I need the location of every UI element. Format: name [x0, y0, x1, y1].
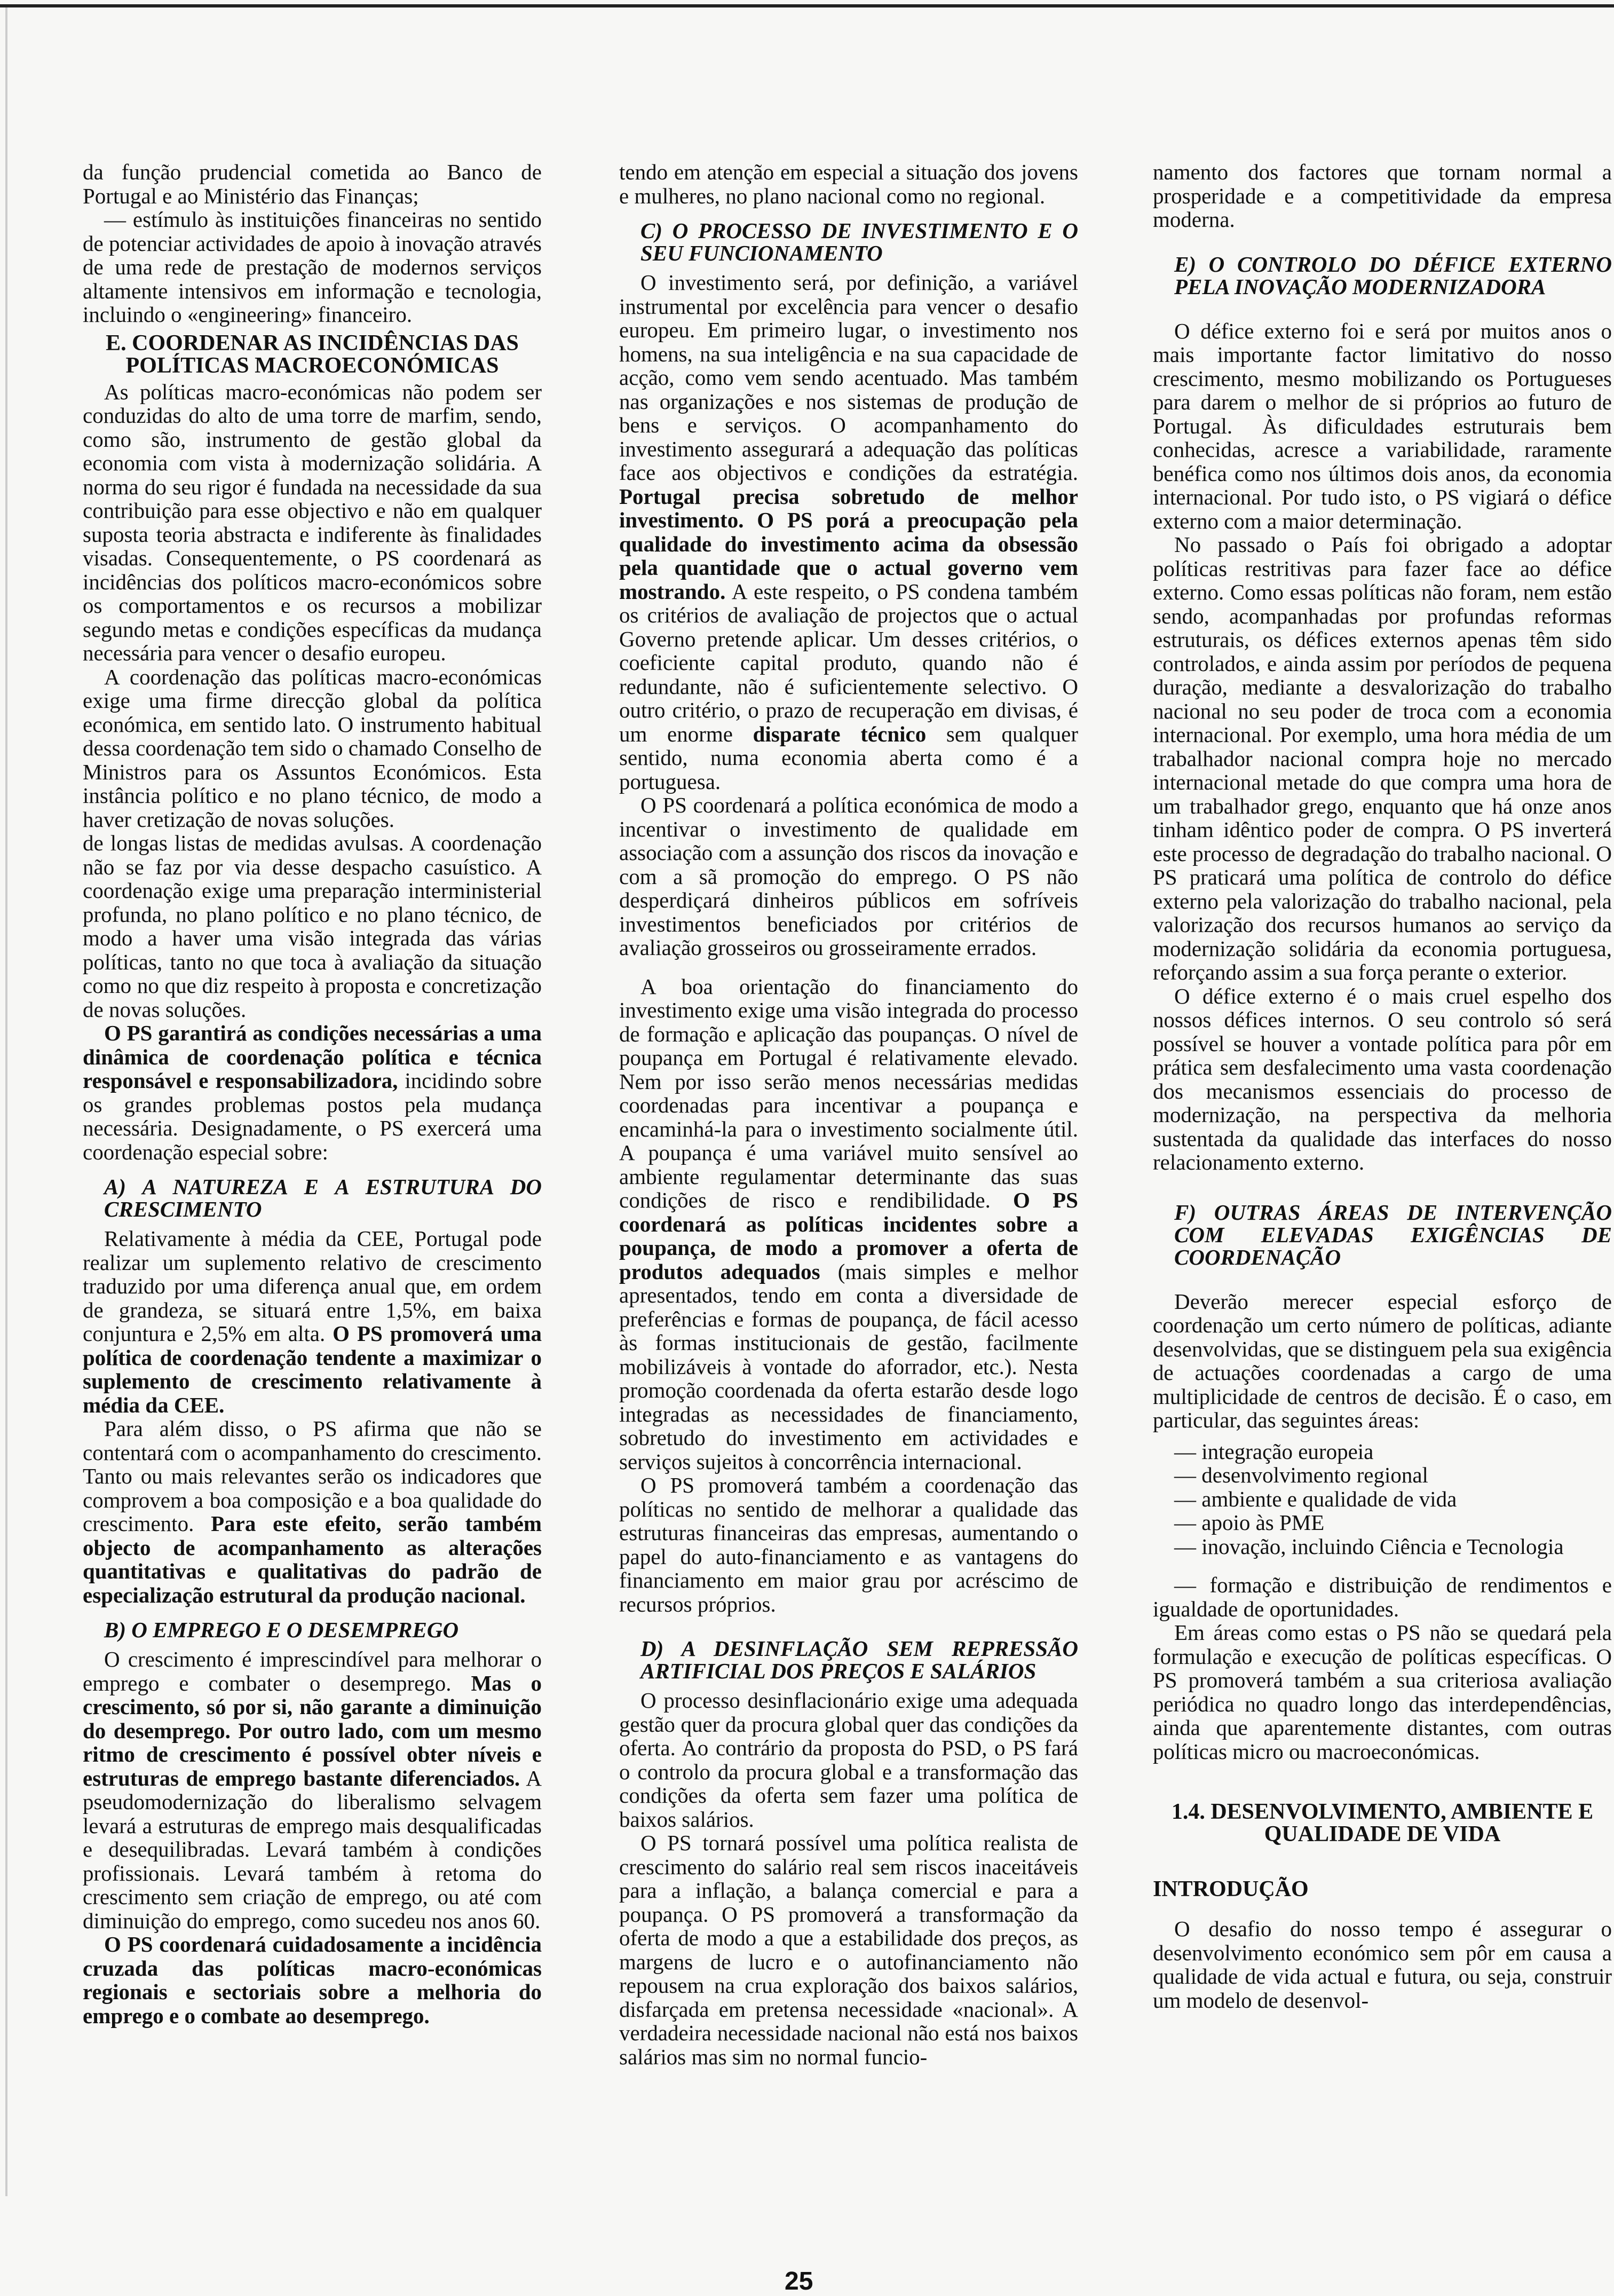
paragraph: tendo em atenção em especial a situação dos jovens e mulheres, no plano nacional como no regional. [619, 160, 1078, 208]
subheading-e: E) O CONTROLO DO DÉFICE EXTERNO PELA INOVAÇÃO MODERNIZADORA [1174, 251, 1612, 299]
paragraph: O desafio do nosso tempo é assegurar o desenvolvimento económico sem pôr em causa a qualidade de vida actual e futura, ou seja, construir um modelo de desenvol- [1153, 1916, 1612, 2013]
paragraph: — formação e distribuição de rendimentos e igualdade de oportunidades. [1153, 1573, 1612, 1621]
paragraph: O défice externo foi e será por muitos anos o mais importante factor limitativo do nosso crescimento, mesmo mobilizando os Portugueses para darem o melhor de si próprios ao futuro de Portugal. Às dificuldades estruturais bem conhecidas, acresce a variabilidade, raramente benéfica como nos últimos dois anos, da economia internacional. Por tudo isto, o PS vigiará o défice externo com a maior determinação. [1153, 318, 1612, 533]
areas-list [1174, 1440, 1612, 1559]
text: A pseudomodernização do liberalismo selvagem levará a estruturas de emprego mais desqualificadas e desequilibradas. Levará também à condições profissionais. Levará também à retoma do crescimento sem criação de emprego, ou até com diminuição do emprego, como sucedeu nos anos 60. [83, 1765, 542, 1933]
bold-text: O PS garantirá as condições necessárias a uma dinâmica de coordenação política e técnica responsável e responsabilizadora, [83, 1021, 542, 1093]
subheading-b: B) O EMPREGO E O DESEMPREGO [104, 1618, 459, 1642]
text: (mais simples e melhor apresentados, tendo em conta a diversidade de preferências e formas de poupança, de fácil acesso às formas institucionais de gestão, facilmente mobilizáveis à vontade do aforrador, etc.). Nesta promoção coordenada da oferta estarão desde logo integradas as necessidades de financiamento, sobretudo do investimento em actividades e serviços sujeitos à concorrência internacional. [619, 1259, 1078, 1474]
paragraph: Em áreas como estas o PS não se quedará pela formulação e execução de políticas específicas. O PS promoverá também a sua criteriosa avaliação periódica no quadro longo das interdependências, ainda que aparentemente distantes, com outras políticas micro ou macroeconómicas. [1153, 1620, 1612, 1764]
bold-text: Portugal precisa sobretudo de melhor investimento. O PS porá a preocupação pela qualidade do investimento acima da obsessão pela quantidade que o actual governo vem mostrando. [619, 484, 1078, 604]
bold-text: O PS promoverá uma política de coordenação tendente a maximizar o suplemento de crescimento relativamente à média da CEE. [83, 1321, 542, 1417]
section-heading-e: E. COORDENAR AS INCIDÊNCIAS DAS POLÍTICAS MACROECONÓMICAS [106, 330, 519, 378]
paragraph: As políticas macro-económicas não podem ser conduzidas do alto de uma torre de marfim, sendo, como são, instrumento de gestão global da economia com vista à modernização solidária. A norma do seu rigor é fundada na necessidade da sua contribuição para esse objectivo e não em qualquer suposta teoria abstracta e indiferente às finalidades visadas. Consequentemente, o PS coordenará as incidências dos políticos macro-económicos sobre os comportamentos e os recursos a mobilizar segundo metas e condições específicas da mudança necessária para vencer o desafio europeu. [83, 379, 542, 665]
list-item: — ambiente e qualidade de vida [1174, 1486, 1457, 1511]
subheading-f: F) OUTRAS ÁREAS DE INTERVENÇÃO COM ELEVADAS EXIGÊNCIAS DE COORDENAÇÃO [1174, 1200, 1612, 1269]
page-number: 25 [785, 2267, 813, 2295]
paragraph: O défice externo é o mais cruel espelho dos nossos défices internos. O seu controlo só será possível se houver a vontade política para pôr em prática sem desfalecimento uma vasta coordenação dos mecanismos essenciais do processo de modernização, na perspectiva da melhoria sustentada da qualidade das interfaces do nosso relacionamento externo. [1153, 983, 1612, 1174]
list-item: — desenvolvimento regional [1174, 1463, 1428, 1487]
list-item: — integração europeia [1174, 1439, 1374, 1464]
text: Para além disso, o PS afirma que não se contentará com o acompanhamento do crescimento. Tanto ou mais relevantes serão os indicadores que comprovem a boa composição e a boa qualidade do crescimento. [83, 1416, 542, 1536]
bold-text: Para este efeito, serão também objecto de acompanhamento as alterações quantitativas e qualitativas do padrão de especialização estrutural da produção nacional. [83, 1511, 542, 1607]
intro-heading: INTRODUÇÃO [1153, 1877, 1309, 1902]
column-middle [619, 160, 1078, 2069]
bold-text: O PS coordenará as políticas incidentes sobre a poupança, de modo a promover a oferta de produtos adequados [619, 1188, 1078, 1284]
paragraph [83, 1021, 542, 1164]
paragraph [83, 1932, 542, 2027]
paragraph: No passado o País foi obrigado a adoptar políticas restritivas para fazer face ao défice externo. Como essas políticas não foram, nem estão sendo, acompanhadas por profundas reformas estruturais, os défices externos apenas têm sido controlados, e ainda assim por períodos de pequena duração, mediante a desvalorização do trabalho nacional no seu poder de troca com a economia internacional. Por exemplo, uma hora média de um trabalhador nacional compra hoje no mercado internacional metade do que compra uma hora de um trabalhador grego, enquanto que há onze anos tinham idêntico poder de compra. O PS inverterá este processo de degradação do trabalho nacional. O PS praticará uma política de controlo do défice externo pela valorização do trabalho nacional, pela valorização dos recursos humanos ao serviço da modernização solidária da economia portuguesa, reforçando assim a sua força perante o exterior. [1153, 532, 1612, 984]
subheading-d: D) A DESINFLAÇÃO SEM REPRESSÃO ARTIFICIAL DOS PREÇOS E SALÁRIOS [640, 1636, 1078, 1683]
paragraph: O PS promoverá também a coordenação das políticas no sentido de melhorar a qualidade das estruturas financeiras das empresas, aumentando o papel do auto-financiamento e as vantagens do financiamento em maior grau por acréscimo de recursos próprios. [619, 1473, 1078, 1616]
text: sem qualquer sentido, numa economia aberta como é a portuguesa. [619, 721, 1078, 794]
paragraph [83, 1417, 542, 1607]
paragraph [619, 271, 1078, 793]
bold-text: Mas o crescimento, só por si, não garante a diminuição do desemprego. Por outro lado, com um mesmo ritmo de crescimento é possível obter níveis e estruturas de emprego bastante diferenciados. [83, 1670, 542, 1790]
paragraph: O processo desinflacionário exige uma adequada gestão quer da procura global quer das condições da oferta. Ao contrário da proposta do PSD, o PS fará o controlo da procura global e a transformação das condições da oferta sem fazer uma política de baixos salários. [619, 1688, 1078, 1832]
text: A este respeito, o PS condena também os critérios de avaliação de projectos que o actual Governo pretende aplicar. Um desses critérios, o coeficiente capital produto, quando não é redundante, não é suficientemente selectivo. O outro critério, o prazo de recuperação em divisas, é um enorme [619, 579, 1078, 746]
paragraph [83, 1227, 542, 1417]
left-scan-edge [5, 7, 7, 2196]
paragraph: — estímulo às instituições financeiras no sentido de potenciar actividades de apoio à inovação através de uma rede de prestação de modernos serviços altamente intensivos em informação e tecnologia, incluindo o «engineering» financeiro. [83, 207, 542, 327]
bold-text: O PS coordenará cuidadosamente a incidência cruzada das políticas macro-económicas regionais e sectoriais sobre a melhoria do emprego e o combate ao desemprego. [83, 1932, 542, 2028]
list-item: — apoio às PME [1174, 1510, 1325, 1535]
paragraph: da função prudencial cometida ao Banco de Portugal e ao Ministério das Finanças; [83, 160, 542, 208]
subheading-a: A) A NATUREZA E A ESTRUTURA DO CRESCIMENTO [104, 1174, 542, 1221]
paragraph [83, 1647, 542, 1932]
paragraph: O PS coordenará a política económica de modo a incentivar o investimento de qualidade em associação com a assunção dos riscos da inovação e com a sã promoção do emprego. O PS não desperdiçará dinheiros públicos em sofríveis investimentos beneficiados por critérios de avaliação grosseiros ou grosseiramente errados. [619, 793, 1078, 960]
column-left [83, 160, 542, 2027]
text: O investimento será, por definição, a variável instrumental por excelência para vencer o desafio europeu. Em primeiro lugar, o investimento nos homens, na sua inteligência e na sua capacidade de acção, como vem sendo acentuado. Mas também nas organizações e nos sistemas de produção de bens e serviços. O acompanhamento do investimento assegurará a adequação das políticas face aos objectivos e condições da estratégia. [619, 270, 1078, 485]
paragraph: O PS tornará possível uma política realista de crescimento do salário real sem riscos inaceitáveis para a inflação, a balança comercial e para a poupança. O PS promoverá a transformação da oferta de modo a que a estabilidade dos preços, as margens de lucro e o autofinanciamento não repousem na crua exploração dos baixos salários, disfarçada em pretensa necessidade «nacional». A verdadeira necessidade nacional não está nos baixos salários mas sim no normal funcio- [619, 1831, 1078, 2069]
text: A boa orientação do financiamento do investimento exige uma visão integrada do processo de formação e aplicação das poupanças. O nível de poupança em Portugal é relativamente elevado. Nem por isso serão menos necessárias medidas coordenadas para incentivar a poupança e encaminhá-la para o investimento socialmente útil. A poupança é uma variável muito sensível ao ambiente regulamentar determinante das suas condições de risco e rendibilidade. [619, 974, 1078, 1212]
top-rule [0, 4, 1614, 7]
list-item: — inovação, incluindo Ciência e Tecnologia [1174, 1534, 1564, 1559]
paragraph: de longas listas de medidas avulsas. A coordenação não se faz por via desse despacho casuístico. A coordenação exige uma preparação interministerial profunda, no plano político e no plano técnico, de modo a haver uma visão integrada das várias políticas, tanto no que toca à avaliação da situação como no que diz respeito à proposta e concretização de novas soluções. [83, 831, 542, 1022]
paragraph: Deverão merecer especial esforço de coordenação um certo número de políticas, adiante desenvolvidas, que se distinguem pela sua exigência de actuações coordenadas a cargo de uma multiplicidade de centros de decisão. É o caso, em particular, das seguintes áreas: [1153, 1289, 1612, 1432]
paragraph [619, 975, 1078, 1474]
text: Relativamente à média da CEE, Portugal pode realizar um suplemento relativo de crescimento traduzido por uma diferença anual que, em ordem de grandeza, se situará entre 1,5%, em baixa conjuntura e 2,5% em alta. [83, 1226, 542, 1346]
subheading-c: C) O PROCESSO DE INVESTIMENTO E O SEU FUNCIONAMENTO [640, 218, 1078, 265]
section-heading-1-4: 1.4. DESENVOLVIMENTO, AMBIENTE E QUALIDADE DE VIDA [1171, 1800, 1594, 1847]
text: O crescimento é imprescindível para melhorar o emprego e combater o desemprego. [83, 1647, 542, 1695]
text: incidindo sobre os grandes problemas postos pela mudança necessária. Designadamente, o PS exercerá uma coordenação especial sobre: [83, 1068, 542, 1164]
paragraph: namento dos factores que tornam normal a prosperidade e a competitividade da empresa moderna. [1153, 160, 1612, 232]
paragraph: A coordenação das políticas macro-económicas exige uma firme direcção global da política económica, em sentido lato. O instrumento habitual dessa coordenação tem sido o chamado Conselho de Ministros para os Assuntos Económicos. Esta instância político e no plano técnico, de modo a haver cretização de novas soluções. [83, 664, 542, 832]
column-right [1153, 160, 1612, 2012]
bold-text: disparate técnico [753, 721, 927, 746]
